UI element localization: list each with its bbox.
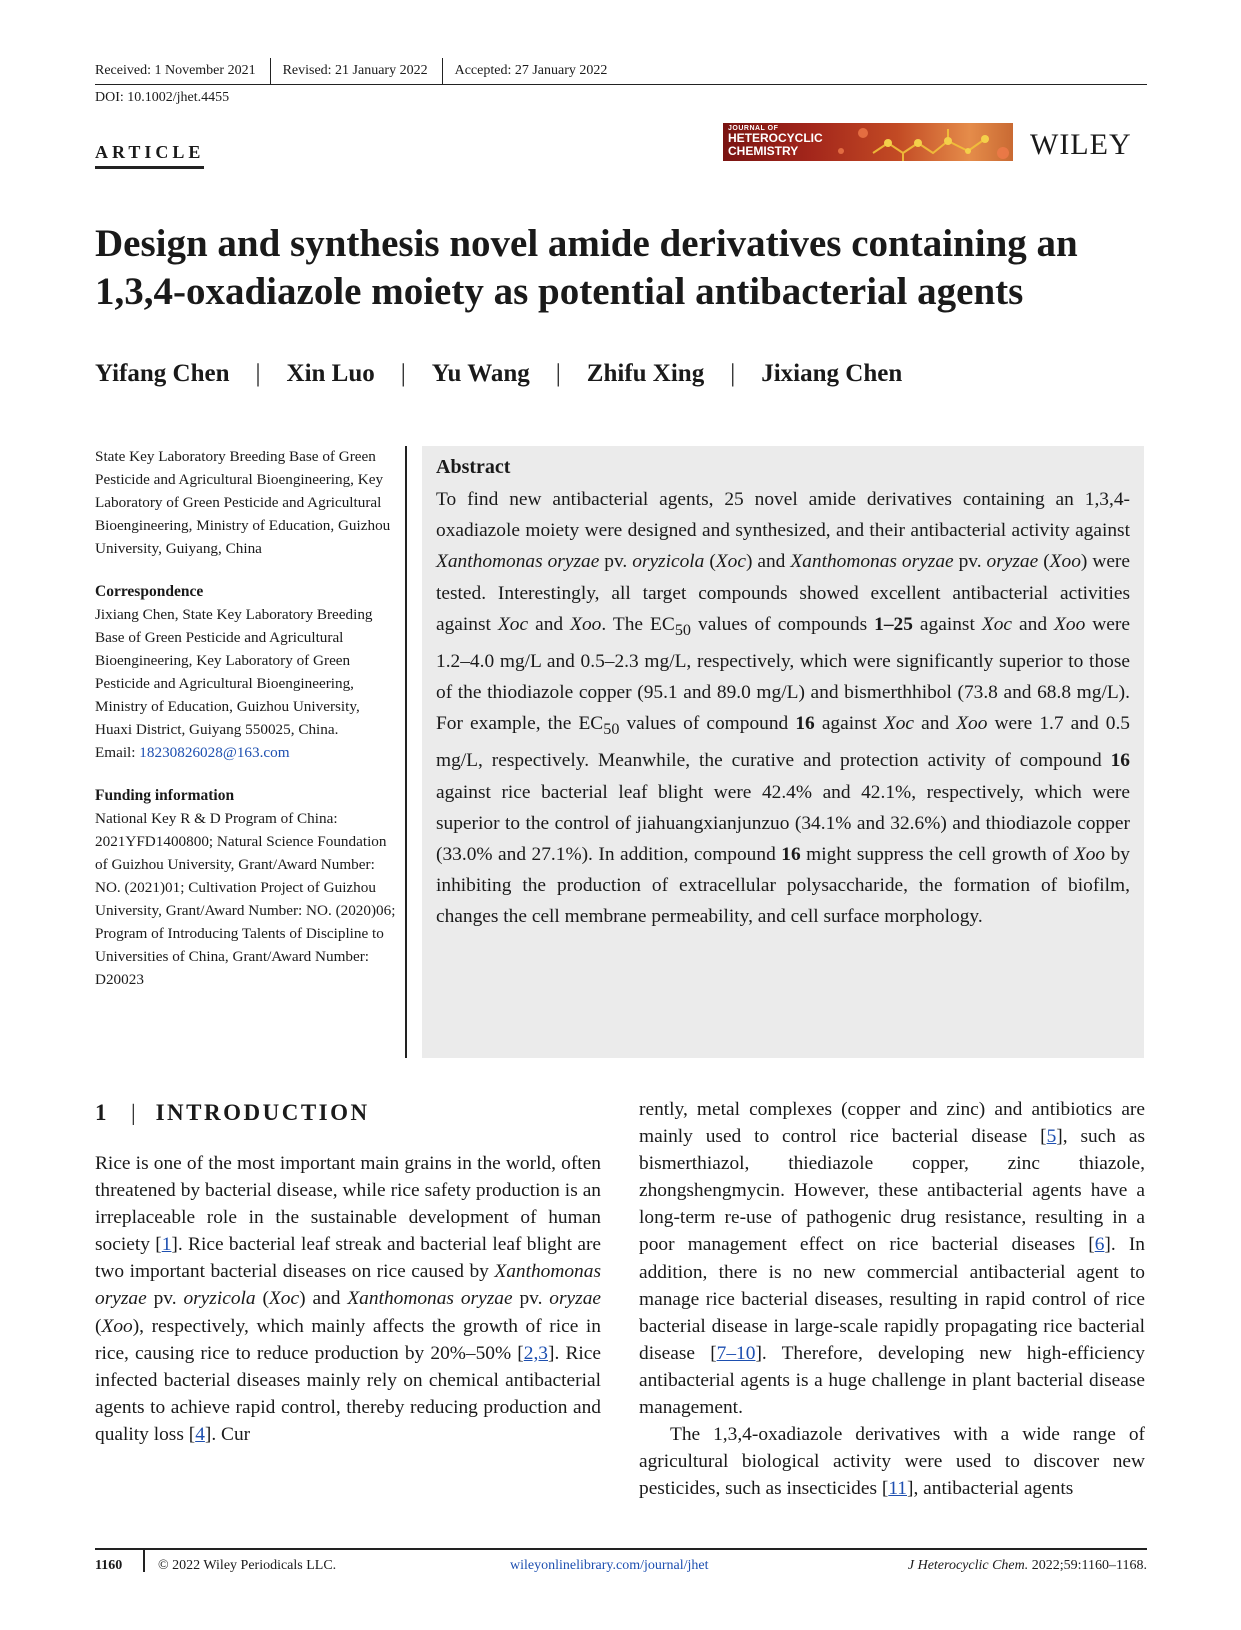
funding-text: National Key R & D Program of China: 2021YFD1400800; Natural Science Foundation of Guizhou University, Grant/Award Number: NO. (2021)01; Cultivation Project of Guizhou University, Grant/Award Number: NO. (2020)06; Program of Introducing Talents of Discipline to Universities of China, Grant/Award Number: D20023 <box>95 810 396 988</box>
correspondence-heading: Correspondence <box>95 583 204 600</box>
revised-date: Revised: 21 January 2022 <box>283 58 443 84</box>
affiliation-column <box>95 445 400 991</box>
received-date: Received: 1 November 2021 <box>95 58 271 84</box>
introduction-paragraph-column-2: rently, metal complexes (copper and zinc) and antibiotics are mainly used to control rice bacterial disease [5], such as bismerthiazol, thiediazole copper, zinc thiazole, zhongshengmycin. However, these antibacterial agents have a long-term re-use of pathogenic drug resistance, resulting in a poor management effect on rice bacterial diseases [6]. In addition, there is no new commercial antibacterial agent to manage rice bacterial diseases, resulting in rapid control of rice bacterial disease in large-scale rapidly propagating rice bacterial disease [7–10]. Therefore, developing new high-efficiency antibacterial agents is a huge challenge in plant bacterial disease management. The 1,3,4-oxadiazole derivatives with a wide range of agricultural biological activity were used to discover new pesticides, such as insecticides [11], antibacterial agents <box>639 1096 1145 1502</box>
publication-dates <box>95 58 1147 85</box>
article-title: Design and synthesis novel amide derivatives containing an 1,3,4-oxadiazole moiety as potential antibacterial agents <box>95 222 1078 313</box>
funding-block <box>95 784 400 991</box>
wiley-logo: WILEY <box>1030 128 1132 161</box>
funding-heading: Funding information <box>95 787 235 804</box>
column-divider <box>405 446 407 1058</box>
citation-link[interactable]: 5 <box>1046 1126 1057 1148</box>
copyright: © 2022 Wiley Periodicals LLC. <box>158 1558 337 1573</box>
author-list <box>95 360 902 388</box>
author-name[interactable]: Yifang Chen <box>95 360 230 387</box>
section-heading-introduction: 1 | INTRODUCTION <box>95 1100 370 1125</box>
citation-link[interactable]: 4 <box>195 1423 205 1445</box>
email-label: Email: <box>95 744 140 761</box>
introduction-paragraph-2: The 1,3,4-oxadiazole derivatives with a wide range of agricultural biological activity were used to discover new pesticides, such as insecticides [11], antibacterial agents <box>639 1424 1145 1500</box>
journal-citation: J Heterocyclic Chem. 2022;59:1160–1168. <box>907 1558 1147 1573</box>
journal-logo-banner <box>723 123 1013 161</box>
author-separator: | <box>400 360 406 387</box>
citation-link[interactable]: 7–10 <box>716 1342 756 1364</box>
author-name[interactable]: Yu Wang <box>431 360 530 387</box>
correspondence-text: Jixiang Chen, State Key Laboratory Breeding Base of Green Pesticide and Agricultural Bioengineering, Key Laboratory of Green Pesticide and Agricultural Bioengineering, Ministry of Education, Guizhou University, Huaxi District, Guiyang 550025, China. <box>95 606 373 738</box>
abstract-box <box>422 446 1144 1058</box>
author-separator: | <box>555 360 561 387</box>
journal-name: JOURNAL OF HETEROCYCLIC CHEMISTRY <box>728 125 823 158</box>
correspondence-block <box>95 580 400 764</box>
article-type-label: ARTICLE <box>95 142 204 169</box>
citation-link[interactable]: 6 <box>1094 1234 1105 1256</box>
author-name[interactable]: Zhifu Xing <box>586 360 705 387</box>
author-separator: | <box>255 360 261 387</box>
footer-rule <box>95 1548 1147 1550</box>
author-name[interactable]: Jixiang Chen <box>761 360 903 387</box>
introduction-paragraph-column-1: Rice is one of the most important main grains in the world, often threatened by bacterial disease, while rice safety production is an irreplaceable role in the sustainable development of human society [1]. Rice bacterial leaf streak and bacterial leaf blight are two important bacterial diseases on rice caused by Xanthomonas oryzae pv. oryzicola (Xoc) and Xanthomonas oryzae pv. oryzae (Xoo), respectively, which mainly affects the growth of rice in rice, causing rice to reduce production by 20%–50% [2,3]. Rice infected bacterial diseases mainly rely on chemical antibacterial agents to achieve rapid control, thereby reducing production and quality loss [4]. Cur <box>95 1153 602 1445</box>
doi[interactable]: DOI: 10.1002/jhet.4455 <box>95 90 230 105</box>
author-name[interactable]: Xin Luo <box>286 360 375 387</box>
page-number: 1160 <box>95 1558 123 1573</box>
citation-link[interactable]: 2,3 <box>523 1342 549 1364</box>
email-link[interactable]: 18230826028@163.com <box>139 744 290 761</box>
continued-text: rently, metal complexes (copper and zinc) and antibiotics are mainly used to control rice bacterial disease [ <box>639 1099 1145 1148</box>
citation-link[interactable]: 1 <box>161 1234 172 1256</box>
abstract-text: To find new antibacterial agents, 25 novel amide derivatives containing an 1,3,4-oxadiazole moiety were designed and synthesized, and their antibacterial activity against Xanthomonas oryzae pv. oryzicola (Xoc) and Xanthomonas oryzae pv. oryzae (Xoo) were tested. Interestingly, all target compounds showed excellent antibacterial activities against Xoc and Xoo. The $EC_{50}$ values of compounds 1–25 against Xoc and Xoo were 1.2–4.0 mg/L and 0.5–2.3 mg/L, respectively, which were significantly superior to those of the thiodiazole copper (95.1 and 89.0 mg/L) and bismerthhibol (73.8 and 68.8 mg/L). For example, the $EC_{50}$ values of compound 16 against Xoc and Xoo were 1.7 and 0.5 mg/L, respectively. Meanwhile, the curative and protection activity of compound 16 against rice bacterial leaf blight were 42.4% and 42.1%, respectively, which were superior to the control of jiahuangxianjunzuo (34.1% and 32.6%) and thiodiazole copper (33.0% and 27.1%). In addition, compound 16 might suppress the cell growth of Xoo by inhibiting the production of extracellular polysaccharide, the formation of biofilm, changes the cell membrane permeability, and cell surface morphology. <box>436 489 1130 928</box>
journal-url-link[interactable]: wileyonlinelibrary.com/journal/jhet <box>510 1558 709 1573</box>
accepted-date: Accepted: 27 January 2022 <box>454 63 608 78</box>
author-separator: | <box>730 360 736 387</box>
footer-divider <box>143 1550 145 1572</box>
abstract-heading: Abstract <box>436 456 511 478</box>
citation-link[interactable]: 11 <box>888 1478 907 1500</box>
affiliation: State Key Laboratory Breeding Base of Green Pesticide and Agricultural Bioengineering, Key Laboratory of Green Pesticide and Agricultural Bioengineering, Ministry of Education, Guizhou University, Guiyang, China <box>95 448 391 557</box>
